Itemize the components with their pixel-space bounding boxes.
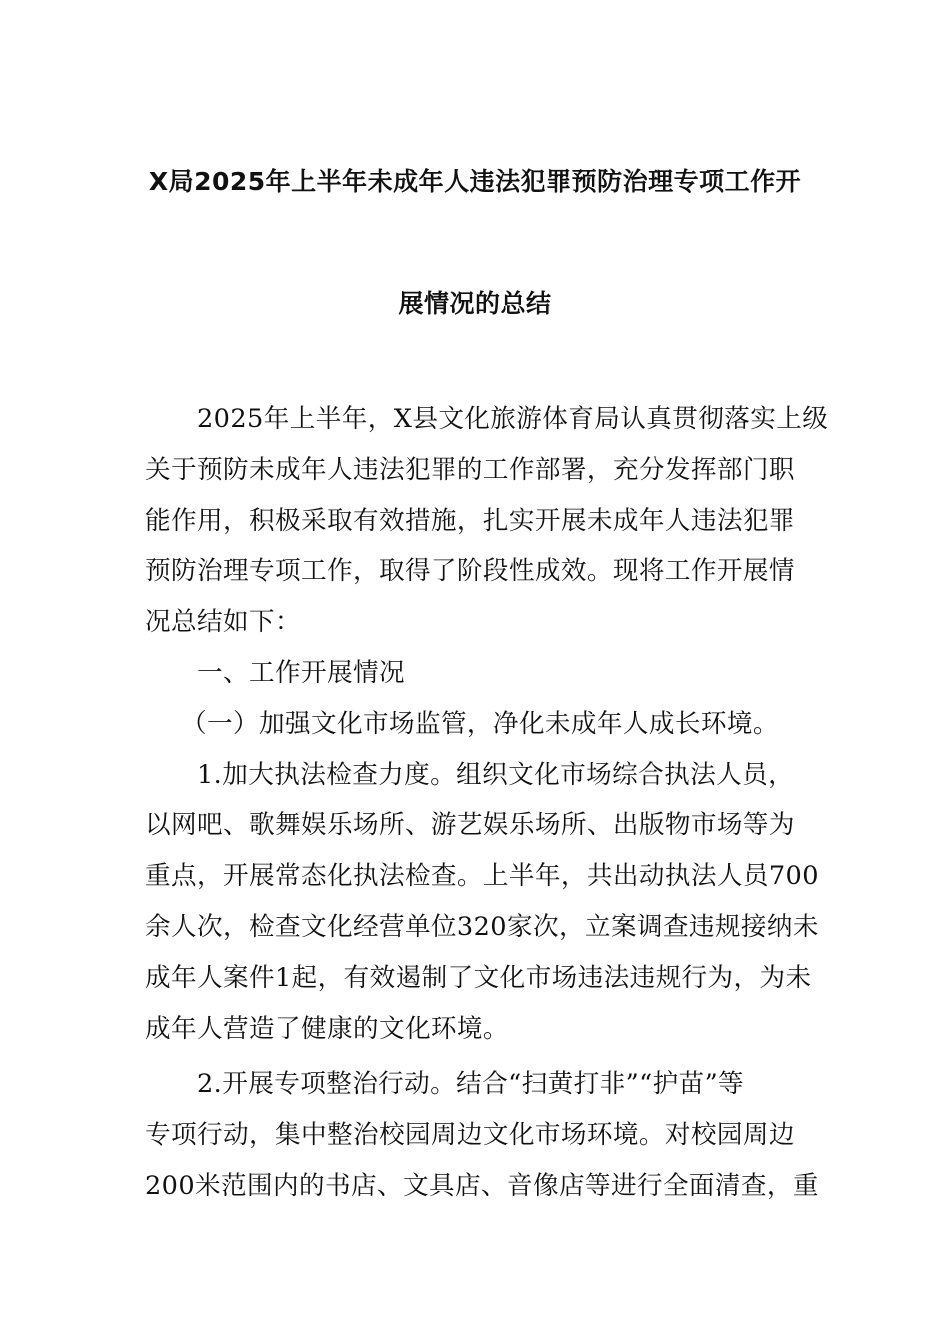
text-line: 预防治理专项工作，取得了阶段性成效。现将工作开展情 <box>145 556 795 587</box>
text-line: 1.加大执法检查力度。组织文化市场综合执法人员， <box>197 759 795 790</box>
text-line: 成年人案件1起，有效遏制了文化市场违法违规行为，为未 <box>145 962 812 993</box>
document-body <box>145 394 829 1212</box>
text-line: 成年人营造了健康的文化环境。 <box>145 1013 509 1044</box>
text-line: 200米范围内的书店、文具店、音像店等进行全面清查，重 <box>145 1170 819 1201</box>
intro-paragraph <box>145 394 829 648</box>
subsection-heading: （一）加强文化市场监管，净化未成年人成长环境。 <box>181 708 779 739</box>
text-line: 能作用，积极采取有效措施，扎实开展未成年人违法犯罪 <box>145 505 795 536</box>
section-heading: 一、工作开展情况 <box>197 657 405 688</box>
document-title-line-2: 展情况的总结 <box>398 289 552 318</box>
item-2-paragraph <box>145 1059 819 1211</box>
item-1-paragraph <box>145 750 819 1055</box>
text-line: 关于预防未成年人违法犯罪的工作部署，充分发挥部门职 <box>145 454 795 485</box>
text-line: 2.开展专项整治行动。结合“扫黄打非”“护苗”等 <box>197 1069 745 1100</box>
text-line: 余人次，检查文化经营单位320家次，立案调查违规接纳未 <box>145 911 819 942</box>
text-line: 重点，开展常态化执法检查。上半年，共出动执法人员700 <box>145 861 819 892</box>
text-line: 2025年上半年，X县文化旅游体育局认真贯彻落实上级 <box>197 404 829 434</box>
document-title-line-1: X局2025年上半年未成年人违法犯罪预防治理专项工作开 <box>148 167 802 196</box>
text-line: 专项行动，集中整治校园周边文化市场环境。对校园周边 <box>145 1120 795 1151</box>
text-line: 以网吧、歌舞娱乐场所、游艺娱乐场所、出版物市场等为 <box>145 810 795 841</box>
text-line: 况总结如下： <box>145 607 301 638</box>
